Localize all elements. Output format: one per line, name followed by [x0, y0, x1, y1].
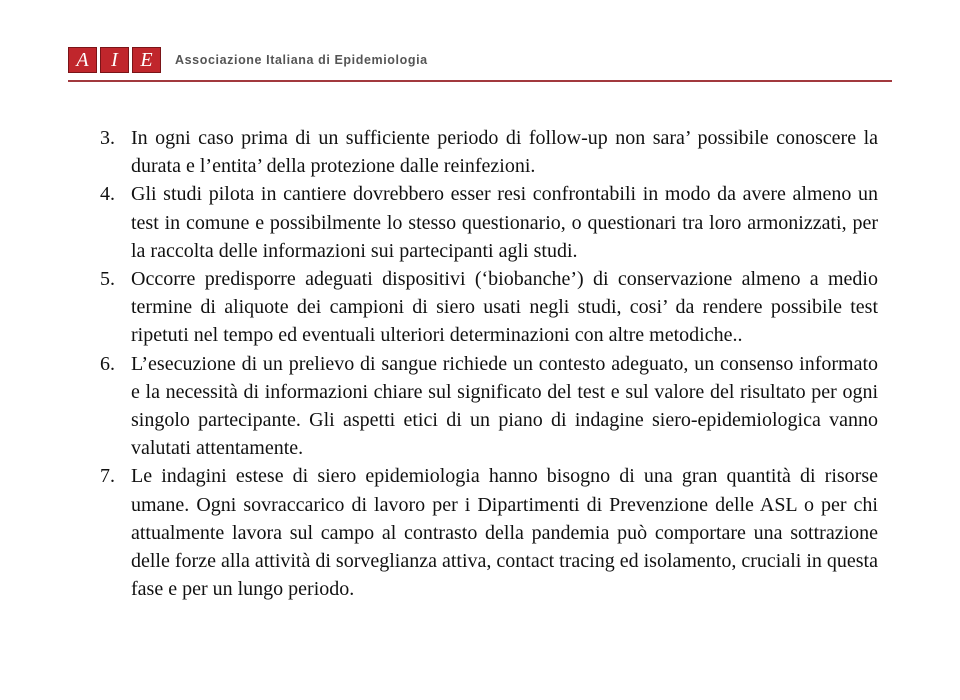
list-item-text: In ogni caso prima di un sufficiente periodo di follow-up non sara’ possibile conoscere la durata e l’entita’ della protezione dalle reinfezioni.: [131, 127, 878, 178]
list-item-text: L’esecuzione di un prelievo di sangue richiede un contesto adeguato, un consenso informato e la necessità di informazioni chiare sul significato del test e sul valore del risultato per ogni singolo partecipante. Gli aspetti etici di un piano di indagine siero-epidemiologica vanno valutati attentamente.: [131, 352, 878, 460]
header: [68, 45, 428, 75]
list-item: [100, 265, 878, 350]
aie-logo: [68, 47, 161, 73]
logo-letter-i: I: [100, 47, 129, 73]
numbered-list: [100, 124, 878, 603]
list-item-text: Occorre predisporre adeguati dispositivi (‘biobanche’) di conservazione almeno a medio termine di aliquote dei campioni di siero usati negli studi, cosi’ da rendere possibile test ripetuti nel tempo ed eventuali ulteriori determinazioni con altre metodiche..: [131, 268, 878, 347]
list-item: [100, 180, 878, 265]
organization-name: Associazione Italiana di Epidemiologia: [175, 53, 428, 67]
list-item-text: Le indagini estese di siero epidemiologia hanno bisogno di una gran quantità di risorse umane. Ogni sovraccarico di lavoro per i Dipartimenti di Prevenzione delle ASL o per chi attualmente lavora sul campo al contrasto della pandemia può comportare una sottrazione delle forze alla attività di sorveglianza attiva, contact tracing ed isolamento, cruciali in questa fase e per un lungo periodo.: [131, 465, 878, 601]
logo-letter-e: E: [132, 47, 161, 73]
list-item: [100, 462, 878, 603]
logo-letter-a: A: [68, 47, 97, 73]
slide-content: [100, 124, 878, 603]
list-item-number: 5.: [100, 268, 115, 291]
list-item-number: 6.: [100, 352, 115, 375]
list-item-number: 3.: [100, 127, 115, 149]
list-item: [100, 124, 878, 180]
list-item-number: 4.: [100, 183, 115, 206]
list-item-number: 7.: [100, 465, 115, 488]
list-item-text: Gli studi pilota in cantiere dovrebbero esser resi confrontabili in modo da avere almeno un test in comune e possibilmente lo stesso questionario, o questionari tra loro armonizzati, per la raccolta delle informazioni sui partecipanti agli studi.: [131, 183, 878, 262]
header-divider: [68, 80, 892, 82]
list-item: [100, 350, 878, 463]
